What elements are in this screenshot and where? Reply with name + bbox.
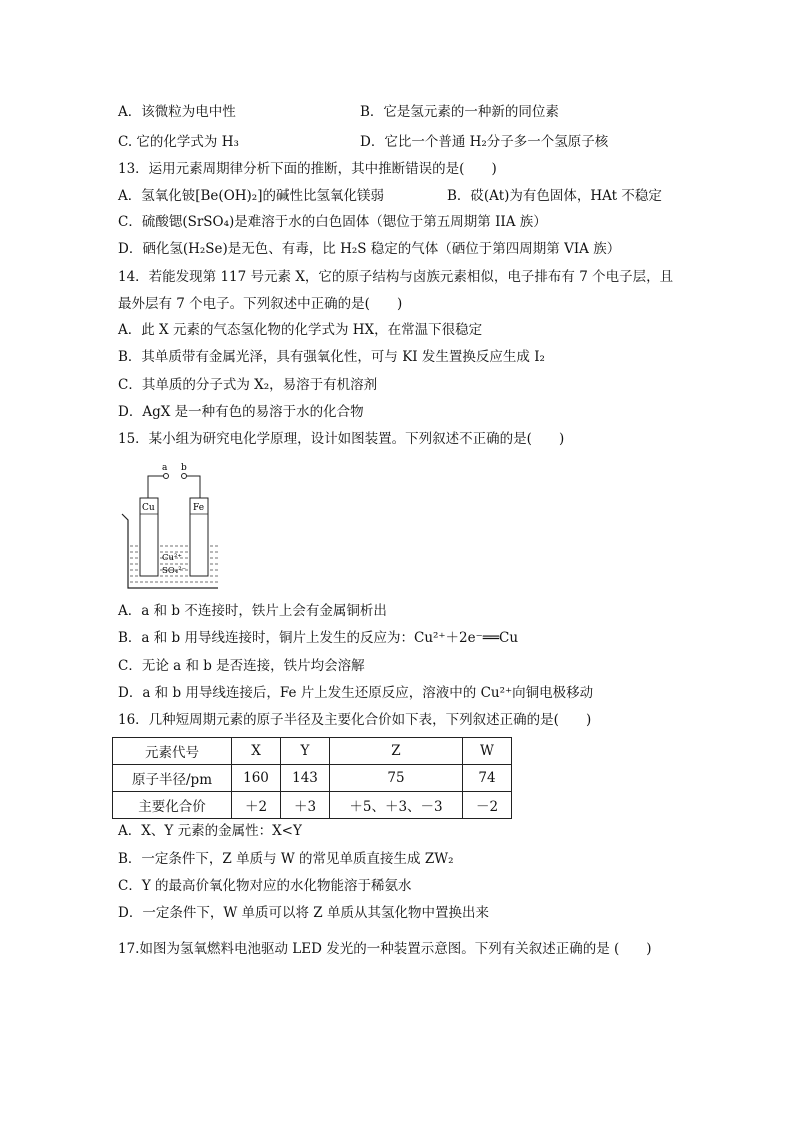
- option-15a: A．a 和 b 不连接时，铁片上会有金属铜析出: [118, 603, 387, 619]
- table-cell: ＋2: [232, 792, 281, 819]
- option-16a: A．X、Y 元素的金属性：X<Y: [118, 823, 302, 839]
- table-cell: 主要化合价: [113, 792, 232, 819]
- question-16: 16．几种短周期元素的原子半径及主要化合价如下表，下列叙述正确的是( ): [118, 712, 592, 728]
- option-13d: D．硒化氢(H₂Se)是无色、有毒，比 H₂S 稳定的气体（硒位于第四周期第 VIA 族）: [118, 241, 621, 257]
- table-cell: 160: [232, 765, 281, 792]
- label-sulfate-ion: SO₄²⁻: [162, 566, 187, 576]
- question-15: 15．某小组为研究电化学原理，设计如图装置。下列叙述不正确的是( ): [118, 431, 565, 447]
- cell-svg: [118, 460, 218, 590]
- table-row: [113, 738, 512, 765]
- table-row: [113, 765, 512, 792]
- table-cell: W: [463, 738, 512, 765]
- table-row: [113, 792, 512, 819]
- option-14a: A．此 X 元素的气态氢化物的化学式为 HX，在常温下很稳定: [118, 322, 483, 338]
- option-15c: C．无论 a 和 b 是否连接，铁片均会溶解: [118, 658, 365, 674]
- label-cu: Cu: [142, 503, 155, 513]
- option-12d: D．它比一个普通 H₂分子多一个氢原子核: [360, 134, 609, 150]
- option-16b: B．一定条件下，Z 单质与 W 的常见单质直接生成 ZW₂: [118, 851, 454, 867]
- label-cu-ion: Cu²⁺: [162, 553, 182, 563]
- table-cell: ＋5、＋3、－3: [330, 792, 463, 819]
- option-14d: D．AgX 是一种有色的易溶于水的化合物: [118, 404, 364, 420]
- option-16c: C．Y 的最高价氧化物对应的水化物能溶于稀氨水: [118, 878, 412, 894]
- option-15d: D．a 和 b 用导线连接后，Fe 片上发生还原反应，溶液中的 Cu²⁺向铜电极移动: [118, 685, 594, 701]
- table-cell: 143: [281, 765, 330, 792]
- table-cell: ＋3: [281, 792, 330, 819]
- option-13a: A．氢氧化铍[Be(OH)₂]的碱性比氢氧化镁弱: [118, 188, 384, 204]
- option-12c: C. 它的化学式为 H₃: [118, 134, 239, 150]
- table-cell: Y: [281, 738, 330, 765]
- option-16d: D．一定条件下，W 单质可以将 Z 单质从其氢化物中置换出来: [118, 905, 489, 921]
- terminal-a: [164, 474, 169, 479]
- element-table: [112, 737, 512, 819]
- table-cell: －2: [463, 792, 512, 819]
- option-14c: C．其单质的分子式为 X₂，易溶于有机溶剂: [118, 377, 378, 393]
- table-cell: 原子半径/pm: [113, 765, 232, 792]
- label-b: b: [181, 463, 187, 473]
- table-cell: 75: [330, 765, 463, 792]
- table-cell: 74: [463, 765, 512, 792]
- question-14-line2: 最外层有 7 个电子。下列叙述中正确的是( ): [118, 296, 403, 312]
- option-14b: B．其单质带有金属光泽，具有强氧化性，可与 KI 发生置换反应生成 I₂: [118, 349, 545, 365]
- label-a: a: [162, 463, 168, 473]
- question-17: 17.如图为氢氧燃料电池驱动 LED 发光的一种装置示意图。下列有关叙述正确的是 ( ): [118, 941, 652, 957]
- table-cell: Z: [330, 738, 463, 765]
- label-fe: Fe: [193, 503, 205, 513]
- question-14-line1: 14．若能发现第 117 号元素 X，它的原子结构与卤族元素相似，电子排布有 7 个电子层，且: [118, 269, 674, 285]
- terminal-b: [182, 474, 187, 479]
- option-13c: C．硫酸锶(SrSO₄)是难溶于水的白色固体（锶位于第五周期第 IIA 族）: [118, 214, 547, 230]
- option-12b: B．它是氢元素的一种新的同位素: [360, 104, 559, 120]
- option-13b: B．砹(At)为有色固体，HAt 不稳定: [447, 188, 662, 204]
- question-13: 13．运用元素周期律分析下面的推断，其中推断错误的是( ): [118, 161, 497, 177]
- electrochem-cell-diagram: [118, 460, 218, 590]
- option-12a: A．该微粒为电中性: [118, 104, 236, 120]
- table-cell: 元素代号: [113, 738, 232, 765]
- table-cell: X: [232, 738, 281, 765]
- option-15b: B．a 和 b 用导线连接时，铜片上发生的反应为：Cu²⁺＋2e⁻══Cu: [118, 630, 519, 646]
